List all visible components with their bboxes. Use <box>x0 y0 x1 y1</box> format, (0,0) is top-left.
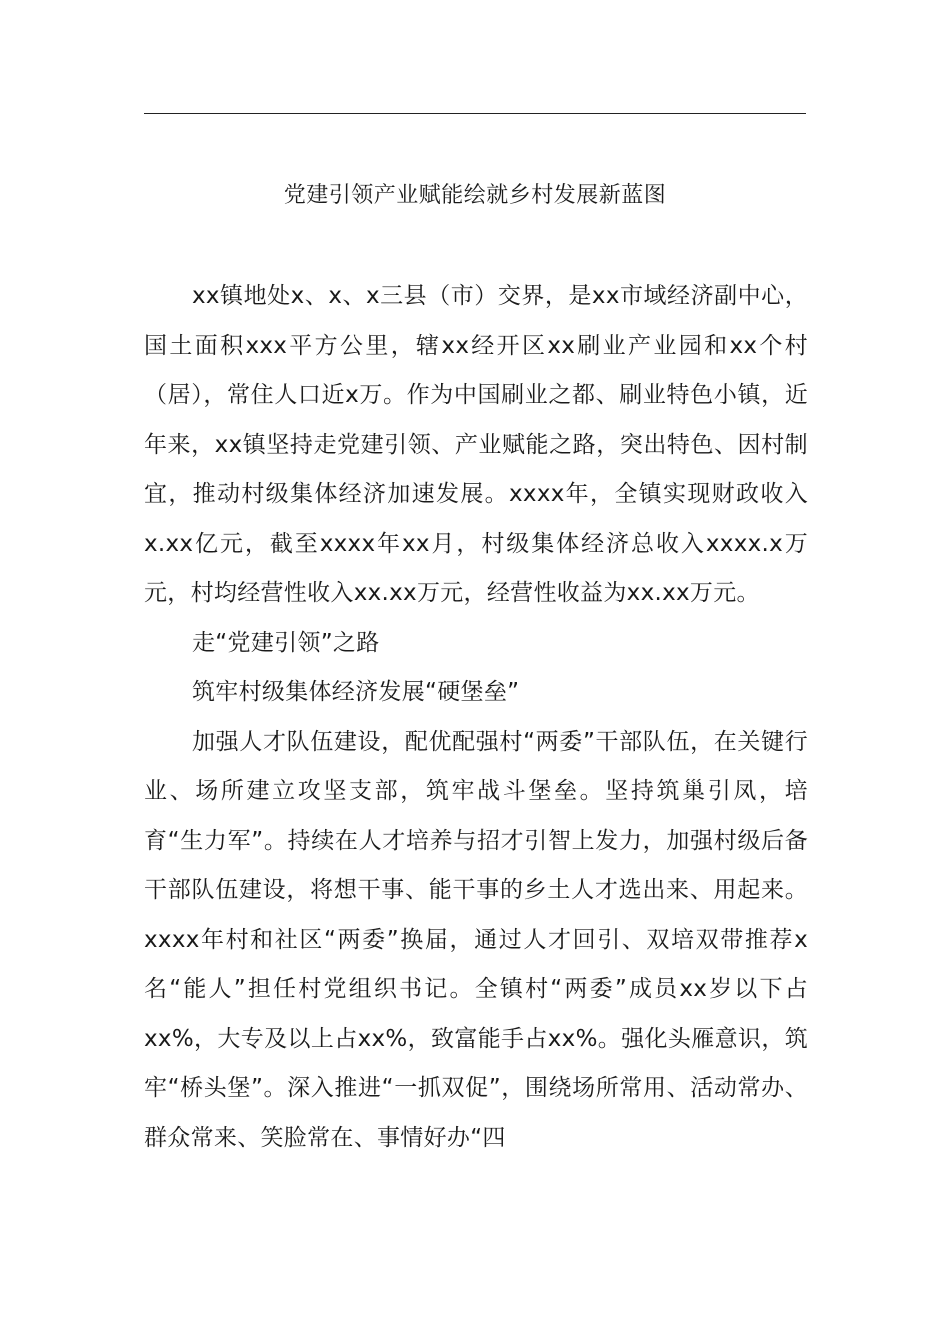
document-body <box>144 272 808 1163</box>
paragraph-intro: xx镇地处x、x、x三县（市）交界，是xx市域经济副中心，国土面积xxx平方公里，辖xx经开区xx刷业产业园和xx个村（居），常住人口近x万。作为中国刷业之都、刷业特色小镇，近年来，xx镇坚持走党建引领、产业赋能之路，突出特色、因村制宜，推动村级集体经济加速发展。xxxx年，全镇实现财政收入x.xx亿元，截至xxxx年xx月，村级集体经济总收入xxxx.x万元，村均经营性收入xx.xx万元，经营性收益为xx.xx万元。 <box>144 283 808 606</box>
header-rule <box>144 113 806 114</box>
section-subheading: 筑牢村级集体经济发展“硬堡垒” <box>192 679 520 705</box>
paragraph-talent: 加强人才队伍建设，配优配强村“两委”干部队伍，在关键行业、场所建立攻坚支部，筑牢战斗堡垒。坚持筑巢引凤，培育“生力军”。持续在人才培养与招才引智上发力，加强村级后备干部队伍建设，将想干事、能干事的乡土人才选出来、用起来。xxxx年村和社区“两委”换届，通过人才回引、双培双带推荐x名“能人”担任村党组织书记。全镇村“两委”成员xx岁以下占xx%，大专及以上占xx%，致富能手占xx%。强化头雁意识，筑牢“桥头堡”。深入推进“一抓双促”，围绕场所常用、活动常办、群众常来、笑脸常在、事情好办“四 <box>144 728 808 1151</box>
document-title: 党建引领产业赋能绘就乡村发展新蓝图 <box>283 183 667 208</box>
section-heading: 走“党建引领”之路 <box>192 629 380 656</box>
